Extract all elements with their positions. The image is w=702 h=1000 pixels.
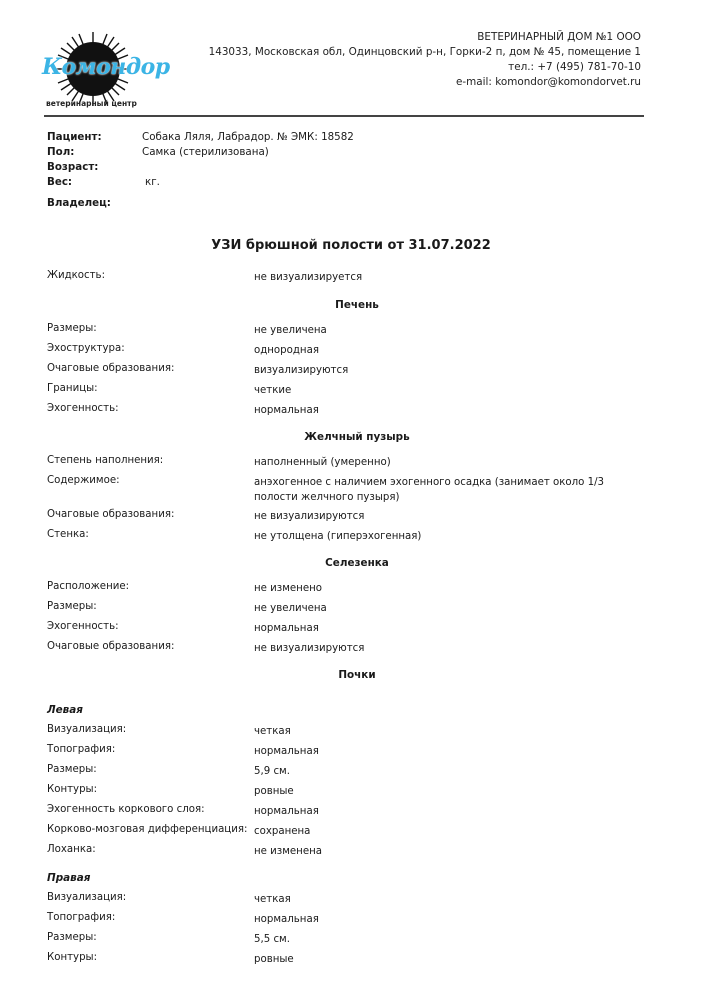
company-info [209,30,641,90]
row-label: Эхоструктура: [47,343,125,354]
sex-label: Пол: [47,146,75,158]
liver-row [47,343,667,363]
row-value: однородная [254,345,319,356]
row-value: нормальная [254,623,319,634]
row-label: Лоханка: [47,844,96,855]
owner-label: Владелец: [47,197,111,209]
spleen-row [47,641,667,661]
weight-label: Вес: [47,176,73,188]
company-phone: тел.: +7 (495) 781-70-10 [508,61,641,73]
report-title: УЗИ брюшной полости от 31.07.2022 [211,238,491,253]
section-gallbladder-heading: Желчный пузырь [304,431,410,443]
row-value: не визуализируются [254,511,365,522]
row-label: Контуры: [47,784,98,795]
fluid-label: Жидкость: [47,270,105,281]
right-kidney-row [47,892,667,912]
row-label: Визуализация: [47,724,127,735]
patient-value: Собака Ляля, Лабрадор. № ЭМК: 18582 [142,131,354,143]
row-value: анэхогенное с наличием эхогенного осадка (занимает около 1/3 полости желчного пузыря) [254,477,605,503]
right-kidney-row [47,932,667,952]
row-label: Размеры: [47,764,97,775]
row-value: нормальная [254,914,319,925]
row-label: Размеры: [47,932,97,943]
row-label: Топография: [47,912,116,923]
left-kidney-row [47,744,667,764]
logo-tagline: ветеринарный центр [46,99,137,108]
age-label: Возраст: [47,161,99,173]
left-kidney-row [47,784,667,804]
patient-label: Пациент: [47,131,102,143]
left-kidney-row [47,724,667,744]
left-kidney-heading: Левая [47,704,83,716]
row-label: Контуры: [47,952,98,963]
header-divider [44,115,644,117]
row-value: 5,9 см. [254,766,290,777]
row-value: не утолщена (гиперэхогенная) [254,531,422,542]
left-kidney-row [47,764,667,784]
weight-value: кг. [145,176,160,188]
row-label: Содержимое: [47,475,120,486]
row-label: Визуализация: [47,892,127,903]
spleen-row [47,581,667,601]
row-label: Очаговые образования: [47,363,175,374]
spleen-row [47,601,667,621]
row-value: четкие [254,385,292,396]
liver-row [47,403,667,423]
fluid-value: не визуализируется [254,272,363,283]
row-value: визуализируются [254,365,349,376]
row-value: не изменена [254,846,322,857]
gallbladder-row [47,509,667,529]
row-value: не увеличена [254,603,327,614]
row-label: Корково-мозговая дифференциация: [47,824,248,835]
section-spleen-heading: Селезенка [325,557,389,569]
sex-value: Самка (стерилизована) [142,146,269,158]
row-label: Стенка: [47,529,89,540]
section-kidneys-heading: Почки [338,669,376,681]
company-name: ВЕТЕРИНАРНЫЙ ДОМ №1 ООО [477,31,641,43]
right-kidney-heading: Правая [47,872,91,884]
right-kidney-row [47,912,667,932]
row-value: ровные [254,954,294,965]
gallbladder-row [47,529,667,549]
row-label: Очаговые образования: [47,509,175,520]
row-value: нормальная [254,746,319,757]
company-address: 143033, Московская обл, Одинцовский р-н, Горки-2 п, дом № 45, помещение 1 [208,46,641,58]
row-value: четкая [254,894,291,905]
row-value: не визуализируются [254,643,365,654]
row-value: не изменено [254,583,322,594]
row-value: наполненный (умеренно) [254,457,391,468]
row-label: Степень наполнения: [47,455,164,466]
row-value: четкая [254,726,291,737]
company-email: e-mail: komondor@komondorvet.ru [456,76,641,88]
liver-row [47,383,667,403]
row-label: Размеры: [47,601,97,612]
row-label: Эхогенность коркового слоя: [47,804,205,815]
liver-row [47,363,667,383]
row-label: Эхогенность: [47,621,119,632]
row-value: сохранена [254,826,311,837]
report-body [47,270,667,972]
left-kidney-row [47,804,667,824]
row-value: не увеличена [254,325,327,336]
row-label: Очаговые образования: [47,641,175,652]
clinic-logo [40,30,170,110]
row-value: ровные [254,786,294,797]
left-kidney-row [47,844,667,864]
row-label: Эхогенность: [47,403,119,414]
spleen-row [47,621,667,641]
row-label: Границы: [47,383,98,394]
row-label: Топография: [47,744,116,755]
row-value: нормальная [254,806,319,817]
fluid-row [47,270,667,290]
row-label: Размеры: [47,323,97,334]
left-kidney-row [47,824,667,844]
gallbladder-row [47,475,667,509]
row-value: 5,5 см. [254,934,290,945]
row-value: нормальная [254,405,319,416]
gallbladder-row [47,455,667,475]
liver-row [47,323,667,343]
row-label: Расположение: [47,581,130,592]
section-liver-heading: Печень [335,299,379,311]
right-kidney-row [47,952,667,972]
logo-script-text: Комондор [42,54,170,80]
